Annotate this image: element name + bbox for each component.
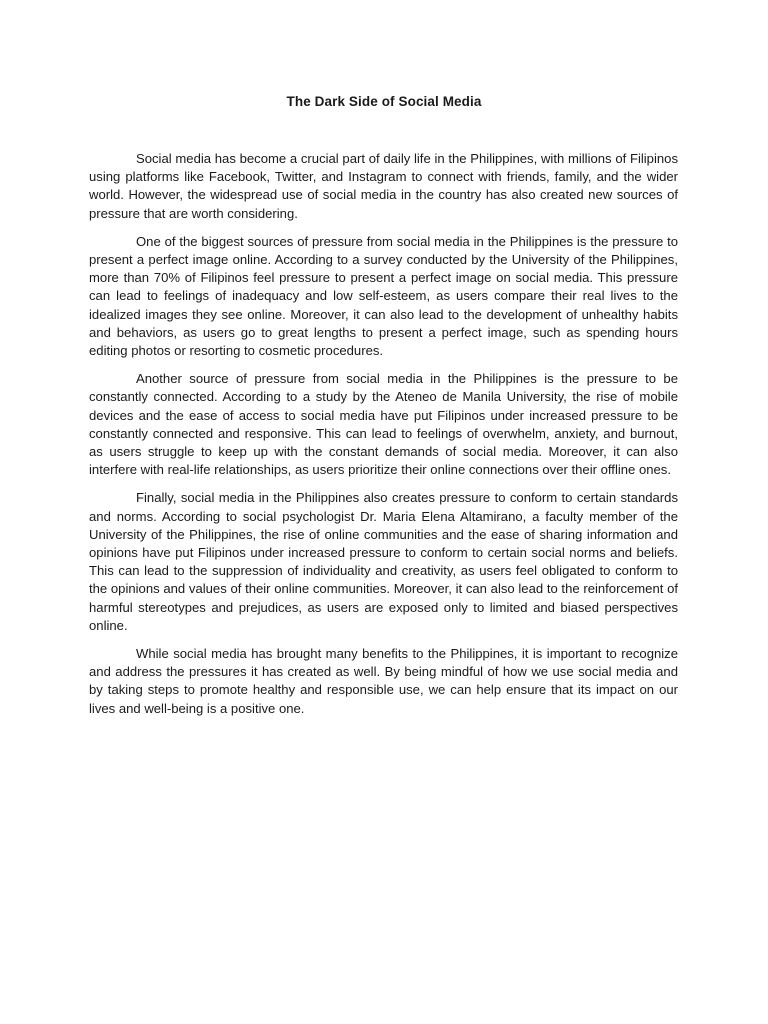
document-title: The Dark Side of Social Media <box>286 94 482 109</box>
document-body <box>89 150 678 728</box>
paragraph-intro: Social media has become a crucial part of daily life in the Philippines, with millions of Filipinos using platforms like Facebook, Twitter, and Instagram to connect with friends, family, and the wider world. However, the widespread use of social media in the country has also created new sources of pressure that are worth considering. <box>89 151 678 221</box>
paragraph-conclusion: While social media has brought many benefits to the Philippines, it is important to recognize and address the pressures it has created as well. By being mindful of how we use social media and by taking steps to promote healthy and responsible use, we can help ensure that its impact on our lives and well-being is a positive one. <box>89 646 678 716</box>
paragraph-constantly-connected: Another source of pressure from social media in the Philippines is the pressure to be constantly connected. According to a study by the Ateneo de Manila University, the rise of mobile devices and the ease of access to social media have put Filipinos under increased pressure to be constantly connected and responsive. This can lead to feelings of overwhelm, anxiety, and burnout, as users struggle to keep up with the constant demands of social media. Moreover, it can also interfere with real-life relationships, as users prioritize their online connections over their offline ones. <box>89 371 678 478</box>
paragraph-perfect-image: One of the biggest sources of pressure from social media in the Philippines is the pressure to present a perfect image online. According to a survey conducted by the University of the Philippines, more than 70% of Filipinos feel pressure to present a perfect image on social media. This pressure can lead to feelings of inadequacy and low self-esteem, as users compare their real lives to the idealized images they see online. Moreover, it can also lead to the development of unhealthy habits and behaviors, as users go to great lengths to present a perfect image, such as spending hours editing photos or resorting to cosmetic procedures. <box>89 233 678 359</box>
paragraph-conformity: Finally, social media in the Philippines also creates pressure to conform to certain standards and norms. According to social psychologist Dr. Maria Elena Altamirano, a faculty member of the University of the Philippines, the rise of online communities and the ease of sharing information and opinions have put Filipinos under increased pressure to conform to certain social norms and beliefs. This can lead to the suppression of individuality and creativity, as users feel obligated to conform to the opinions and values of their online communities. Moreover, it can also lead to the reinforcement of harmful stereotypes and prejudices, as users are exposed only to limited and biased perspectives online. <box>89 490 678 633</box>
